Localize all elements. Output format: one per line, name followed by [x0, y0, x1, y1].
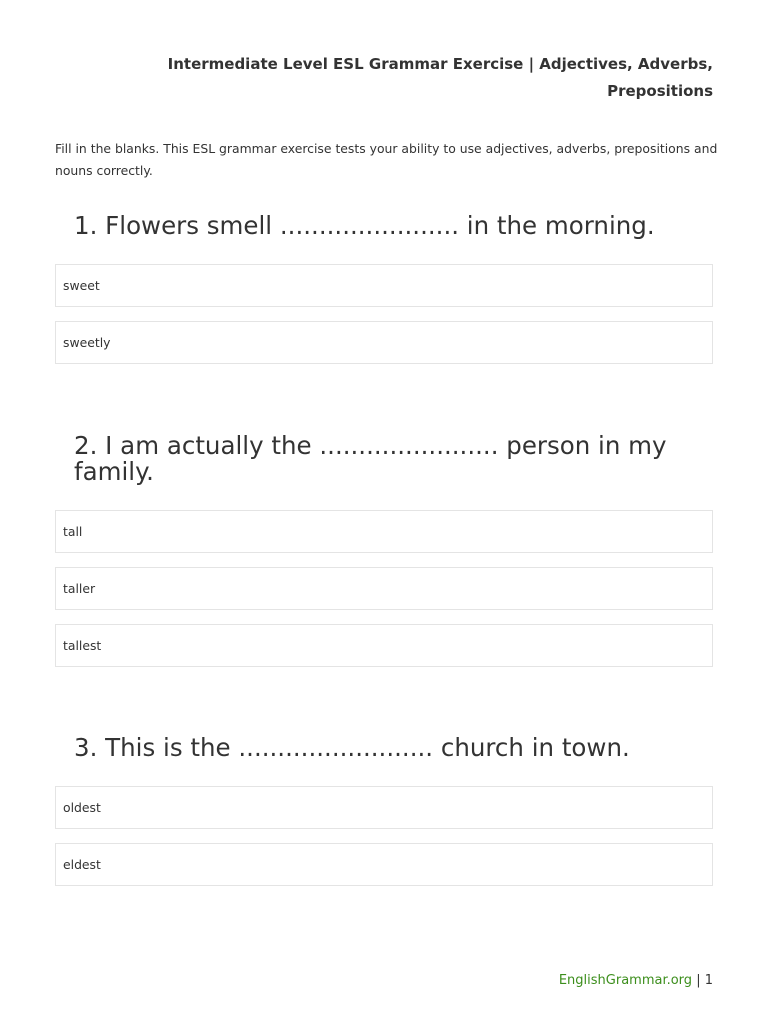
page-title-line-1: Intermediate Level ESL Grammar Exercise | Adjectives, Adverbs,	[167, 55, 713, 73]
page-number: 1	[704, 973, 713, 988]
page-footer	[559, 971, 713, 991]
answer-option[interactable]: tallest	[55, 624, 713, 667]
question-1	[55, 213, 713, 378]
answer-option[interactable]: tall	[55, 510, 713, 553]
question-3-text: 3. This is the ......................... church in town.	[74, 733, 630, 762]
answer-option[interactable]: sweet	[55, 264, 713, 307]
answer-option[interactable]: sweetly	[55, 321, 713, 364]
footer-brand-link[interactable]: EnglishGrammar.org	[558, 973, 693, 988]
page-header	[113, 51, 713, 104]
question-1-options	[55, 264, 713, 364]
question-2-options	[55, 510, 713, 667]
question-1-text: 1. Flowers smell ....................... in the morning.	[74, 211, 655, 240]
question-3	[55, 735, 713, 900]
intro-text: Fill in the blanks. This ESL grammar exercise tests your ability to use adjectives, adverbs, prepositions and nouns correctly.	[55, 141, 718, 178]
answer-option[interactable]: taller	[55, 567, 713, 610]
page-title-line-2: Prepositions	[607, 81, 713, 100]
question-3-options	[55, 786, 713, 886]
question-2-text: 2. I am actually the ....................... person in my family.	[74, 431, 667, 486]
answer-option[interactable]: oldest	[55, 786, 713, 829]
question-2	[55, 433, 713, 681]
answer-option[interactable]: eldest	[55, 843, 713, 886]
footer-separator: |	[692, 973, 705, 988]
